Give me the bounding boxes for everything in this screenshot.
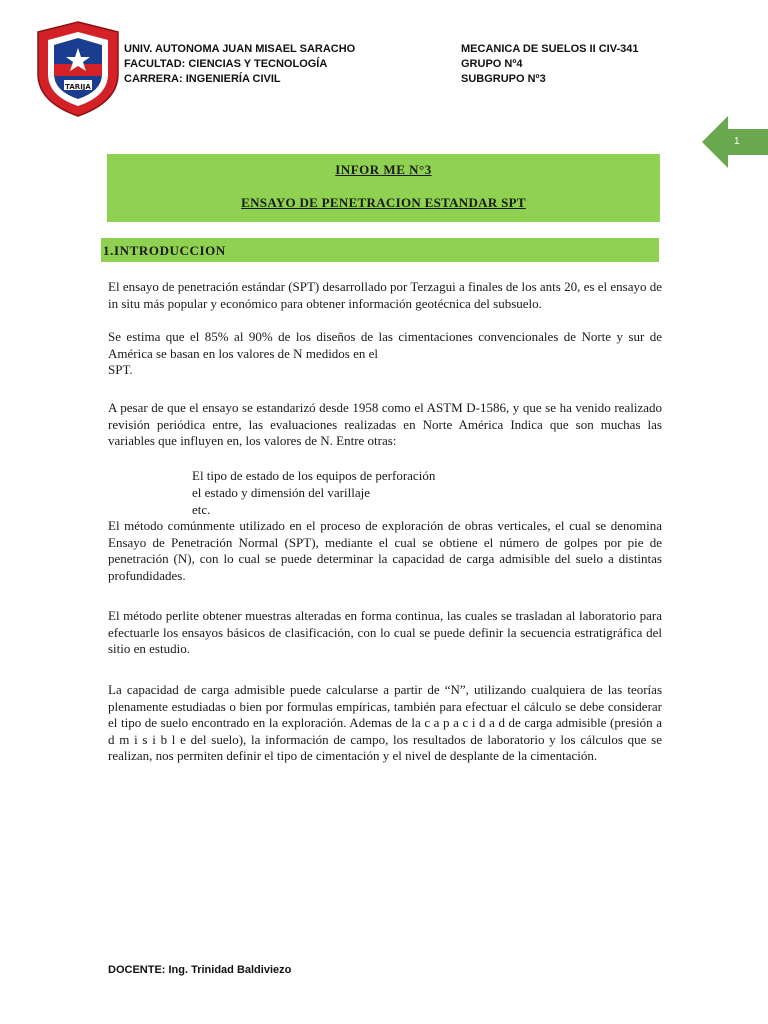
report-title: ENSAYO DE PENETRACION ESTANDAR SPT xyxy=(241,195,526,210)
list-item: el estado y dimensión del varillaje xyxy=(192,485,370,500)
paragraph-text: SPT. xyxy=(108,362,133,378)
paragraph-method xyxy=(108,518,662,584)
list-item: El tipo de estado de los equipos de perforación xyxy=(192,468,436,483)
paragraph-text: Se estima que el 85% al 90% de los diseños de las cimentaciones convencionales de Norte y sur de América se basan en los valores de N medidos en el xyxy=(108,329,662,361)
paragraph-bearing-capacity xyxy=(108,682,662,765)
list-item: etc. xyxy=(192,502,211,517)
faculty-name: FACULTAD: CIENCIAS Y TECNOLOGÍA xyxy=(124,58,328,70)
section-heading-box xyxy=(101,238,659,262)
university-name: UNIV. AUTONOMA JUAN MISAEL SARACHO xyxy=(124,43,356,55)
report-number: INFOR ME N°3 xyxy=(335,162,432,177)
paragraph-standardization xyxy=(108,400,662,450)
institution-header xyxy=(124,42,355,87)
paragraph-text: La capacidad de carga admisible puede calcularse a partir de “N”, utilizando cualquiera de las teorías plenamente estudiadas o bien por formulas empíricas, también para efectuar el cálculo se debe considerar el tipo de suelo encontrado en la exploración. Ademas de la c a p a c i d a d de carga admisible (presión a d m i s i b l e del suelo), la información de campo, los resultados de laboratorio y los cálculos que se realizan, nos permiten definir el tipo de cimentación y el nivel de desplante de la cimentación. xyxy=(108,682,662,764)
group-number: GRUPO Nº4 xyxy=(461,58,523,70)
section-heading: 1.INTRODUCCION xyxy=(103,243,226,258)
university-seal-logo xyxy=(34,20,122,118)
paragraph-text: El ensayo de penetración estándar (SPT) desarrollado por Terzagui a finales de los ants 20, es el ensayo de in situ más popular y económico para obtener información geotécnica del subsuelo. xyxy=(108,279,662,311)
paragraph-text: A pesar de que el ensayo se estandarizó desde 1958 como el ASTM D-1586, y que se ha venido realizado revisión periódica entre, las evaluaciones realizadas en Norte América Indica que son muchas las variables que influyen en, los valores de N. Entre otras: xyxy=(108,400,662,449)
paragraph-intro xyxy=(108,279,662,312)
paragraph-samples xyxy=(108,608,662,658)
paragraph-text: El método perlite obtener muestras alteradas en forma continua, las cuales se trasladan al laboratorio para efectuarle los ensayos básicos de clasificación, con lo cual se puede definir la secuencia estratigráfica del sitio en estudio. xyxy=(108,608,662,657)
variables-list xyxy=(192,467,435,518)
seal-label: TARIJA xyxy=(65,83,91,91)
subgroup-number: SUBGRUPO Nº3 xyxy=(461,73,546,85)
report-title-box xyxy=(107,154,660,222)
career-name: CARRERA: INGENIERÍA CIVIL xyxy=(124,73,281,85)
paragraph-estimate xyxy=(108,329,662,379)
paragraph-text: El método comúnmente utilizado en el proceso de exploración de obras verticales, el cual se denomina Ensayo de Penetración Normal (SPT), mediante el cual se obtiene el número de golpes por pie de penetración (N), con lo cual se puede determinar la capacidad de carga admisible del suelo a distintas profundidades. xyxy=(108,518,662,583)
docente-footer: DOCENTE: Ing. Trinidad Baldiviezo xyxy=(108,964,292,976)
page-number: 1 xyxy=(734,136,740,147)
course-header xyxy=(461,42,638,87)
course-name: MECANICA DE SUELOS II CIV-341 xyxy=(461,43,639,55)
